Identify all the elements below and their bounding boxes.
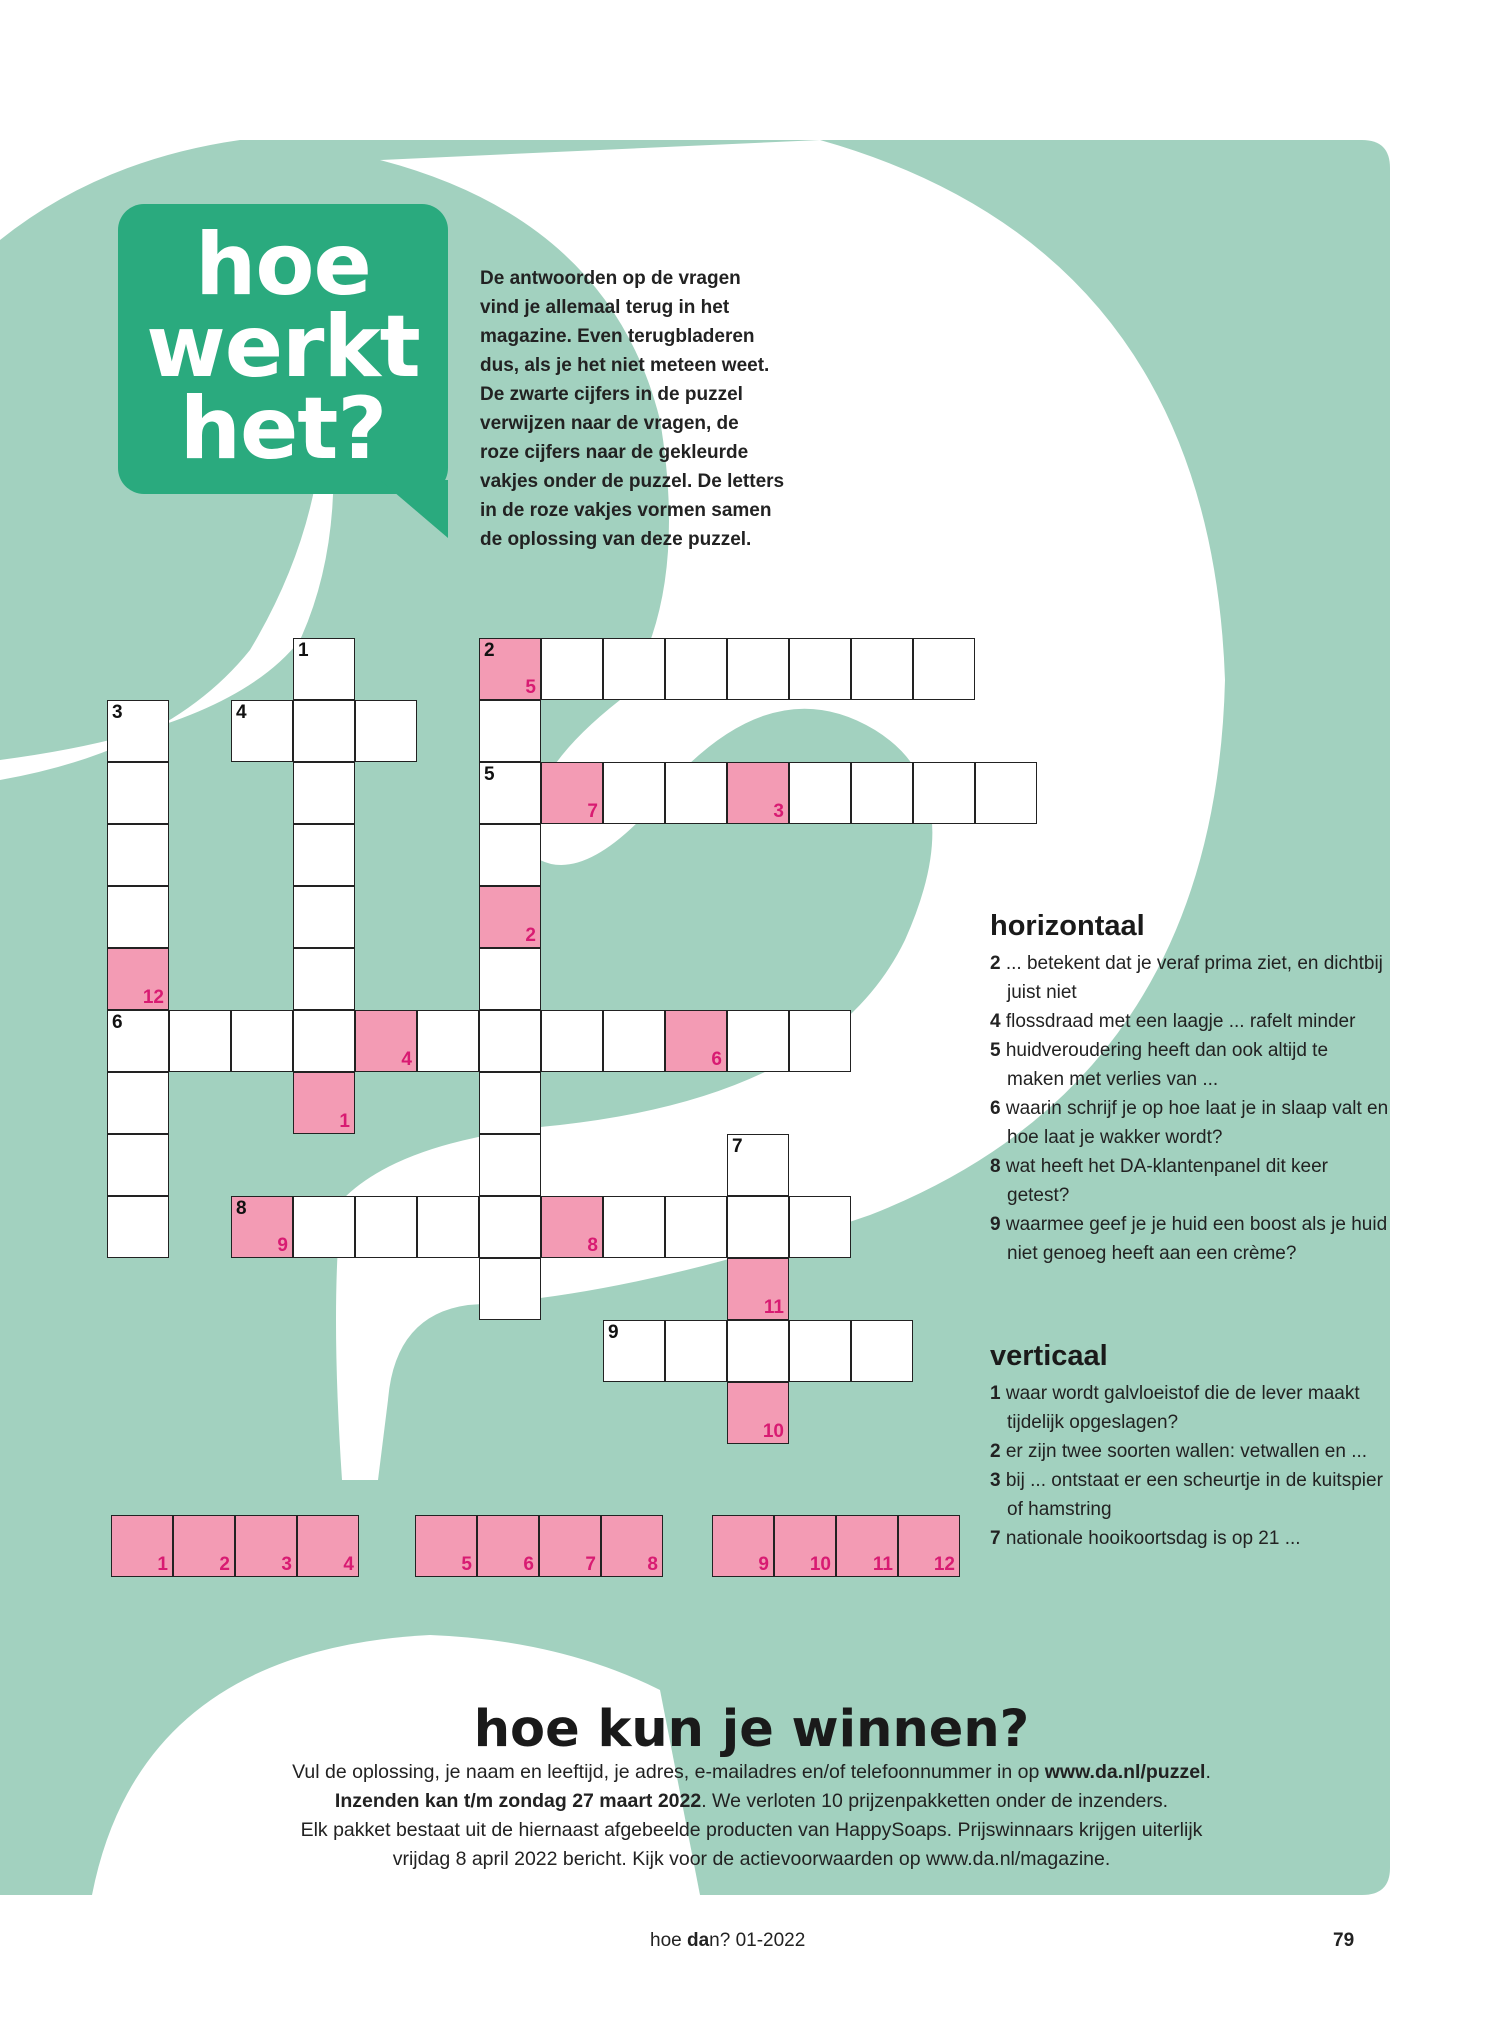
crossword-cell[interactable] bbox=[479, 824, 541, 886]
solution-index: 11 bbox=[872, 1554, 893, 1575]
crossword-cell[interactable] bbox=[603, 1196, 665, 1258]
crossword-cell[interactable] bbox=[479, 1196, 541, 1258]
crossword-cell[interactable] bbox=[727, 1010, 789, 1072]
intro-line: vind je allemaal terug in het bbox=[480, 297, 730, 318]
crossword-cell[interactable] bbox=[107, 886, 169, 948]
crossword-cell[interactable] bbox=[541, 1196, 603, 1258]
intro-line: magazine. Even terugbladeren bbox=[480, 326, 755, 347]
crossword-cell[interactable] bbox=[479, 1072, 541, 1134]
crossword-cell[interactable] bbox=[603, 1010, 665, 1072]
clue-item: 4 flossdraad met een laagje ... rafelt minder bbox=[990, 1011, 1356, 1032]
intro-line: de oplossing van deze puzzel. bbox=[480, 529, 752, 550]
clues-down bbox=[990, 1340, 1390, 1553]
solution-index: 7 bbox=[585, 1554, 596, 1575]
solution-index: 5 bbox=[461, 1554, 472, 1575]
crossword-cell[interactable] bbox=[107, 762, 169, 824]
crossword-cell[interactable] bbox=[541, 762, 603, 824]
crossword-cell[interactable] bbox=[789, 1196, 851, 1258]
solution-index: 8 bbox=[647, 1554, 658, 1575]
crossword-cell[interactable] bbox=[727, 1134, 789, 1196]
crossword-cell[interactable] bbox=[107, 948, 169, 1010]
crossword-cell[interactable] bbox=[789, 762, 851, 824]
crossword-cell[interactable] bbox=[603, 638, 665, 700]
clue-number: 4 bbox=[236, 702, 247, 723]
solution-index: 10 bbox=[809, 1554, 831, 1575]
crossword-cell[interactable] bbox=[355, 1196, 417, 1258]
crossword-cell[interactable] bbox=[417, 1196, 479, 1258]
crossword-cell[interactable] bbox=[665, 638, 727, 700]
crossword-cell[interactable] bbox=[231, 1196, 293, 1258]
magazine-footer: hoe dan? 01-2022 bbox=[650, 1930, 806, 1951]
clue-number: 1 bbox=[298, 640, 309, 661]
crossword-cell[interactable] bbox=[479, 638, 541, 700]
crossword-cell[interactable] bbox=[417, 1010, 479, 1072]
crossword-cell[interactable] bbox=[293, 638, 355, 700]
clue-item: 6 waarin schrijf je op hoe laat je in slaap valt en hoe laat je wakker wordt? bbox=[990, 1098, 1389, 1148]
solution-cell[interactable] bbox=[111, 1515, 173, 1577]
solution-index: 8 bbox=[587, 1235, 598, 1256]
crossword-cell[interactable] bbox=[293, 948, 355, 1010]
clue-number: 7 bbox=[732, 1136, 743, 1157]
solution-cell[interactable] bbox=[712, 1515, 774, 1577]
solution-index: 11 bbox=[763, 1297, 784, 1318]
crossword-cell[interactable] bbox=[293, 886, 355, 948]
crossword-cell[interactable] bbox=[293, 762, 355, 824]
solution-index: 6 bbox=[711, 1049, 722, 1070]
intro-line: verwijzen naar de vragen, de bbox=[480, 413, 739, 434]
puzzle-link[interactable]: www.da.nl/puzzel bbox=[1044, 1761, 1206, 1783]
clues-across-title: horizontaal bbox=[990, 910, 1145, 942]
heading-line-2: werkt bbox=[146, 297, 420, 397]
crossword-cell[interactable] bbox=[727, 1382, 789, 1444]
solution-cell[interactable] bbox=[539, 1515, 601, 1577]
crossword-cell[interactable] bbox=[479, 1010, 541, 1072]
crossword-cell[interactable] bbox=[913, 762, 975, 824]
solution-index: 1 bbox=[157, 1554, 168, 1575]
crossword-cell[interactable] bbox=[851, 1320, 913, 1382]
solution-index: 3 bbox=[773, 801, 784, 822]
crossword-cell[interactable] bbox=[107, 700, 169, 762]
crossword-cell[interactable] bbox=[913, 638, 975, 700]
crossword-cell[interactable] bbox=[479, 886, 541, 948]
crossword-cell[interactable] bbox=[665, 1196, 727, 1258]
crossword-cell[interactable] bbox=[541, 1010, 603, 1072]
solution-cell[interactable] bbox=[898, 1515, 960, 1577]
heading-line-3: het? bbox=[179, 379, 387, 479]
clues-down-title: verticaal bbox=[990, 1340, 1108, 1372]
crossword-cell[interactable] bbox=[107, 1134, 169, 1196]
crossword-cell[interactable] bbox=[107, 1196, 169, 1258]
crossword-cell[interactable] bbox=[293, 700, 355, 762]
intro-line: De zwarte cijfers in de puzzel bbox=[480, 384, 743, 405]
clue-item: 9 waarmee geef je je huid een boost als je huid niet genoeg heeft aan een crème? bbox=[990, 1214, 1388, 1264]
solution-cell[interactable] bbox=[836, 1515, 898, 1577]
crossword-cell[interactable] bbox=[355, 700, 417, 762]
crossword-cell[interactable] bbox=[727, 762, 789, 824]
solution-index: 2 bbox=[219, 1554, 230, 1575]
clue-number: 3 bbox=[112, 702, 123, 723]
clues-across bbox=[990, 910, 1390, 1268]
page-number: 79 bbox=[1333, 1930, 1355, 1951]
clue-item: 8 wat heeft het DA-klantenpanel dit keer getest? bbox=[990, 1156, 1328, 1206]
solution-index: 9 bbox=[758, 1554, 769, 1575]
clue-item: 3 bij ... ontstaat er een scheurtje in de kuitspier of hamstring bbox=[990, 1470, 1383, 1520]
solution-index: 9 bbox=[277, 1235, 288, 1256]
intro-line: vakjes onder de puzzel. De letters bbox=[480, 471, 785, 492]
crossword-cell[interactable] bbox=[293, 824, 355, 886]
crossword-cell[interactable] bbox=[851, 638, 913, 700]
crossword-cell[interactable] bbox=[293, 1072, 355, 1134]
clue-item: 1 waar wordt galvloeistof die de lever maakt tijdelijk opgeslagen? bbox=[990, 1383, 1360, 1433]
crossword-cell[interactable] bbox=[727, 1320, 789, 1382]
crossword-cell[interactable] bbox=[107, 1072, 169, 1134]
crossword-cell[interactable] bbox=[727, 638, 789, 700]
crossword-cell[interactable] bbox=[603, 1320, 665, 1382]
clue-item: 7 nationale hooikoortsdag is op 21 ... bbox=[990, 1528, 1301, 1549]
crossword-cell[interactable] bbox=[665, 1010, 727, 1072]
solution-cell[interactable] bbox=[415, 1515, 477, 1577]
solution-cell[interactable] bbox=[235, 1515, 297, 1577]
solution-cell[interactable] bbox=[477, 1515, 539, 1577]
crossword-cell[interactable] bbox=[231, 700, 293, 762]
solution-index: 4 bbox=[343, 1554, 354, 1575]
solution-cell[interactable] bbox=[173, 1515, 235, 1577]
intro-line: roze cijfers naar de gekleurde bbox=[480, 442, 749, 463]
crossword-cell[interactable] bbox=[541, 638, 603, 700]
win-line-2: Inzenden kan t/m zondag 27 maart 2022. We verloten 10 prijzenpakketten onder de inzenders. bbox=[334, 1790, 1169, 1812]
solution-index: 12 bbox=[142, 987, 164, 1008]
solution-index: 5 bbox=[525, 677, 536, 698]
solution-cell[interactable] bbox=[297, 1515, 359, 1577]
clue-number: 2 bbox=[484, 640, 495, 661]
clue-number: 9 bbox=[608, 1322, 619, 1343]
clue-item: 2 er zijn twee soorten wallen: vetwallen en ... bbox=[990, 1441, 1368, 1462]
crossword-cell[interactable] bbox=[479, 1134, 541, 1196]
crossword-cell[interactable] bbox=[355, 1010, 417, 1072]
crossword-cell[interactable] bbox=[231, 1010, 293, 1072]
solution-index: 6 bbox=[523, 1554, 534, 1575]
intro-line: De antwoorden op de vragen bbox=[480, 268, 741, 289]
solution-index: 4 bbox=[401, 1049, 412, 1070]
clue-number: 8 bbox=[236, 1198, 247, 1219]
crossword-cell[interactable] bbox=[665, 762, 727, 824]
crossword-cell[interactable] bbox=[107, 824, 169, 886]
intro-line: in de roze vakjes vormen samen bbox=[480, 500, 772, 521]
solution-index: 10 bbox=[762, 1421, 784, 1442]
crossword-cell[interactable] bbox=[479, 1258, 541, 1320]
solution-cell[interactable] bbox=[774, 1515, 836, 1577]
solution-index: 1 bbox=[339, 1111, 350, 1132]
solution-cell[interactable] bbox=[601, 1515, 663, 1577]
crossword-cell[interactable] bbox=[727, 1258, 789, 1320]
crossword-cell[interactable] bbox=[479, 700, 541, 762]
crossword-cell[interactable] bbox=[479, 948, 541, 1010]
crossword-cell[interactable] bbox=[107, 1010, 169, 1072]
clue-number: 6 bbox=[112, 1012, 123, 1033]
crossword-cell[interactable] bbox=[975, 762, 1037, 824]
heading-line-1: hoe bbox=[195, 215, 371, 315]
solution-index: 7 bbox=[587, 801, 598, 822]
win-title: hoe kun je winnen? bbox=[473, 1700, 1030, 1759]
crossword-cell[interactable] bbox=[169, 1010, 231, 1072]
crossword-cell[interactable] bbox=[789, 1010, 851, 1072]
crossword-cell[interactable] bbox=[479, 762, 541, 824]
crossword-cell[interactable] bbox=[789, 638, 851, 700]
solution-index: 3 bbox=[281, 1554, 292, 1575]
crossword-cell[interactable] bbox=[727, 1196, 789, 1258]
crossword-cell[interactable] bbox=[789, 1320, 851, 1382]
crossword-cell[interactable] bbox=[665, 1320, 727, 1382]
win-line-4: vrijdag 8 april 2022 bericht. Kijk voor de actievoorwaarden op www.da.nl/magazine. bbox=[392, 1848, 1111, 1870]
win-line-1: Vul de oplossing, je naam en leeftijd, je adres, e-mailadres en/of telefoonnummer in op www.da.nl/puzzel. bbox=[292, 1761, 1211, 1783]
crossword-cell[interactable] bbox=[293, 1196, 355, 1258]
crossword-cell[interactable] bbox=[293, 1010, 355, 1072]
clue-item: 2 ... betekent dat je veraf prima ziet, en dichtbij juist niet bbox=[990, 953, 1383, 1003]
clue-number: 5 bbox=[484, 764, 495, 785]
solution-index: 2 bbox=[525, 925, 536, 946]
crossword-cell[interactable] bbox=[851, 762, 913, 824]
win-text bbox=[180, 1758, 1323, 1874]
intro-line: dus, als je het niet meteen weet. bbox=[480, 355, 770, 376]
solution-index: 12 bbox=[933, 1554, 955, 1575]
crossword-cell[interactable] bbox=[603, 762, 665, 824]
clue-item: 5 huidveroudering heeft dan ook altijd te maken met verlies van ... bbox=[990, 1040, 1329, 1090]
win-line-3: Elk pakket bestaat uit de hiernaast afgebeelde producten van HappySoaps. Prijswinnaars krijgen uiterlijk bbox=[300, 1819, 1203, 1841]
